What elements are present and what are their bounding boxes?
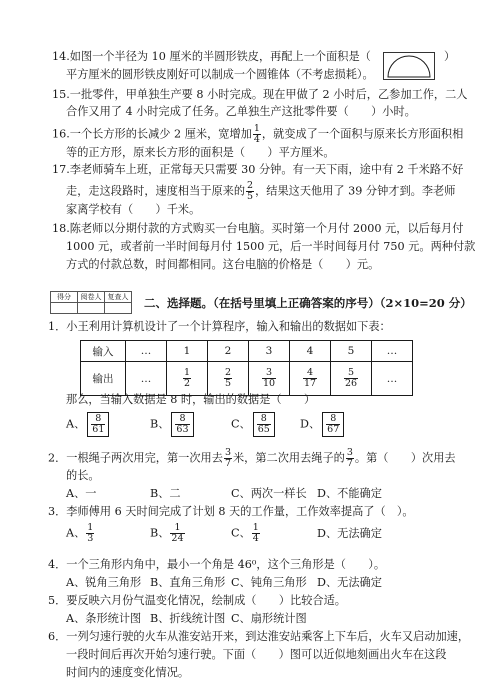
input-cell: 1 xyxy=(167,341,208,362)
c3-option-a: A、 $\frac{1}{3}$ xyxy=(66,522,94,544)
c2-option-c: C、两次一样长 xyxy=(231,487,307,500)
input-cell: … xyxy=(372,341,413,362)
input-cell: 3 xyxy=(249,341,290,362)
score-box xyxy=(50,291,132,314)
grader-label: 阅卷人 xyxy=(78,292,105,303)
input-cell: 5 xyxy=(331,341,372,362)
c2-option-d: D、不能确定 xyxy=(317,487,382,500)
c4-option-c: C、钝角三角形 xyxy=(231,576,307,589)
c6-line2: 一段时间后再次开始匀速行驶。下面（ ）图可以近似地刻画出火车在这段 xyxy=(66,648,447,661)
q14-line1-close: ） xyxy=(444,50,456,63)
c1-option-b: B、 $\frac{8}{63}$ xyxy=(150,412,194,437)
output-cell: $\frac{5}{26}$ xyxy=(331,362,372,396)
semicircle-figure xyxy=(383,52,435,80)
output-cell: $\frac{1}{2}$ xyxy=(167,362,208,396)
input-cell: 4 xyxy=(290,341,331,362)
c1-option-d: D、 $\frac{8}{67}$ xyxy=(300,412,344,437)
c1-option-a: A、 $\frac{8}{61}$ xyxy=(66,412,109,437)
q14-line2: 平方厘米的圆形铁皮刚好可以制成一个圆锥体（不考虑损耗）。 xyxy=(66,68,374,81)
c5-option-b: B、折线统计图 xyxy=(150,612,226,625)
c1-option-c: C、 $\frac{8}{65}$ xyxy=(231,412,275,437)
input-cell: … xyxy=(126,341,167,362)
c3-option-c: C、 $\frac{1}{4}$ xyxy=(231,522,259,544)
score-label: 得分 xyxy=(51,292,78,303)
q16-fraction: $\frac{1}{4}$ xyxy=(253,123,260,145)
q17-line1: 17.李老师骑车上班，正常每天只需要 30 分钟。有一天下雨，途中有 2 千米路不好 xyxy=(52,163,464,176)
q17-line2: 走，走这段路时，速度相当于原来的 $\frac{2}{5}$ ，结果这天他用了 39 分钟才到。李老师 xyxy=(66,180,456,202)
c5-text: 5．要反映六月份气温变化情况，绘制成（ ）比较合适。 xyxy=(48,594,346,607)
q16-line1: 16.一个长方形的长减少 2 厘米，宽增加 $\frac{1}{4}$ ，就变成了一个面积与原来长方形面积相 xyxy=(52,123,464,145)
input-header: 输入 xyxy=(81,341,126,362)
c2-option-a: A、一 xyxy=(66,487,97,500)
c6-line1: 6．一列匀速行驶的火车从淮安站开来，到达淮安站乘客上下车后，火车又启动加速， xyxy=(48,630,470,643)
output-cell: … xyxy=(126,362,167,396)
c3-text: 3．李师傅用 6 天时间完成了计划 8 天的工作量，工作效率提高了（ ）。 xyxy=(48,505,414,518)
score-cell[interactable] xyxy=(51,303,78,314)
c5-option-c: C、扇形统计图 xyxy=(231,612,307,625)
output-cell: $\frac{4}{17}$ xyxy=(290,362,331,396)
c4-option-b: B、直角三角形 xyxy=(150,576,226,589)
q15-line1: 15.一批零件，甲单独生产要 8 小时完成。现在甲做了 2 小时后，乙参加工作，二人 xyxy=(52,88,468,101)
c5-option-a: A、条形统计图 xyxy=(66,612,142,625)
input-cell: 2 xyxy=(208,341,249,362)
q18-line2: 1000 元，或者前一半时间每月付 1500 元，后一半时间每月付 750 元。两种付款 xyxy=(66,240,476,253)
c4-text: 4．一个三角形内角中，最小一个角是 46⁰，这个三角形是（ ）。 xyxy=(48,558,386,571)
input-row xyxy=(81,341,413,362)
q17-fraction: $\frac{2}{5}$ xyxy=(247,180,254,202)
output-cell: $\frac{2}{5}$ xyxy=(208,362,249,396)
c2-line1: 2．一根绳子两次用完，第一次用去 $\frac{3}{7}$ 米，第二次用去绳子的 $\frac{3}{7}$ 。第（ ）次用去 xyxy=(48,447,456,469)
c2-line2: 的长。 xyxy=(66,469,100,482)
q17-line3: 家离学校有（ ）千米。 xyxy=(66,203,201,216)
output-header: 输出 xyxy=(81,362,126,396)
c3-option-b: B、 $\frac{1}{24}$ xyxy=(150,522,184,544)
c3-option-d: D、无法确定 xyxy=(317,527,382,540)
reviewer-label: 复查人 xyxy=(105,292,132,303)
output-cell: … xyxy=(372,362,413,396)
c2-option-b: B、二 xyxy=(150,487,181,500)
c1-text: 1．小王利用计算机设计了一个计算程序，输入和输出的数据如下表： xyxy=(48,320,391,333)
c4-option-a: A、锐角三角形 xyxy=(66,576,142,589)
reviewer-cell[interactable] xyxy=(105,303,132,314)
output-row xyxy=(81,362,413,396)
io-table xyxy=(80,340,413,396)
c1-question: 那么，当输入数据是 8 时，输出的数据是（ ） xyxy=(66,393,316,406)
c6-line3: 时间内的速度变化情况。 xyxy=(66,666,190,679)
section2-title: 二、选择题。（在括号里填上正确答案的序号）（2×10=20 分） xyxy=(144,296,472,310)
q15-line2: 合作又用了 4 小时完成了任务。乙单独生产这批零件要（ ）小时。 xyxy=(66,105,416,118)
output-cell: $\frac{3}{10}$ xyxy=(249,362,290,396)
q18-line3: 方式的付款总数，时间都相同。这台电脑的价格是（ ）元。 xyxy=(66,258,380,271)
grader-cell[interactable] xyxy=(78,303,105,314)
q14-line1: 14.如图一个半径为 10 厘米的半圆形铁皮，再配上一个面积是（ xyxy=(52,50,371,63)
c4-option-d: D、无法确定 xyxy=(317,576,382,589)
q18-line1: 18.陈老师以分期付款的方式购买一台电脑。买时第一个月付 2000 元，以后每月付 xyxy=(52,222,464,235)
q16-line2: 等的正方形，原来长方形的面积是（ ）平方厘米。 xyxy=(66,146,335,159)
